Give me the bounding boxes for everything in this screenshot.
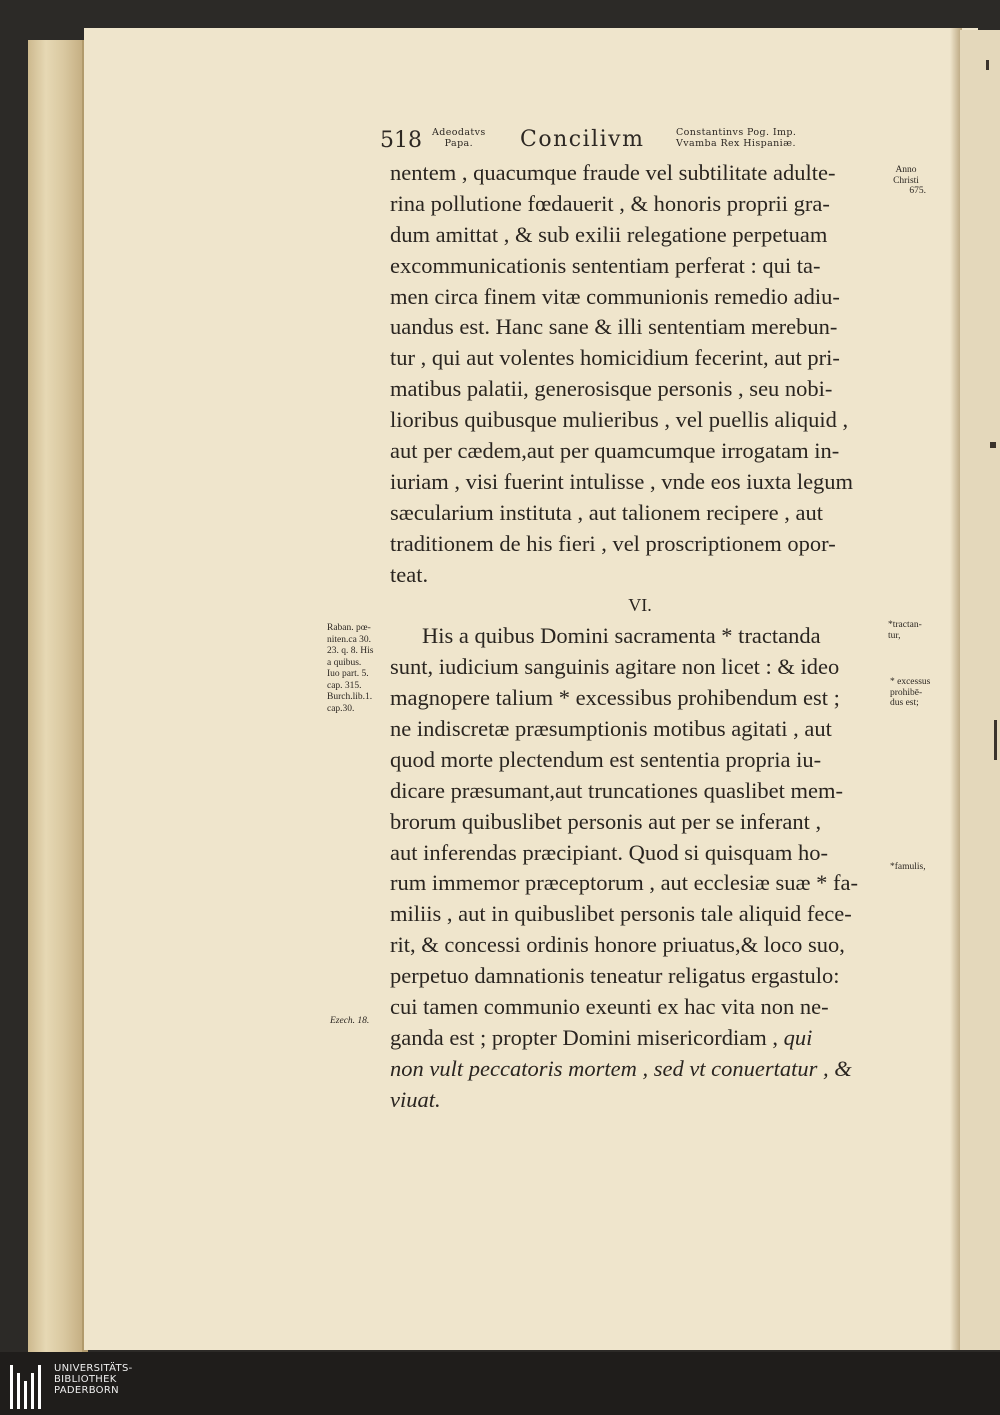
margin-reference: Raban. pœ- niten.ca 30. 23. q. 8. His a quibus. Iuo part. 5. cap. 315. Burch.lib.1. cap.30. [327,623,374,714]
italic-quote: viuat. [390,1086,441,1112]
margin-note: *famulis, [890,862,926,872]
main-text [390,158,890,1116]
text-line: nentem , quacumque fraude vel subtilitate adulte- [390,160,836,185]
text-line: brorum quibuslibet personis aut per se inferant , [390,808,822,834]
text-line: perpetuo damnationis teneatur religatus ergastulo: [390,963,840,989]
footer-strip [0,1352,1000,1415]
section-number: VI. [628,595,652,616]
text-line: sæcularium instituta , aut talionem recipere , aut [390,499,823,525]
margin-note: *tractan- tur, [888,620,922,641]
library-name: UNIVERSITÄTS- BIBLIOTHEK PADERBORN [54,1363,133,1396]
text-line: cui tamen communio exeunti ex hac vita non ne- [390,994,829,1020]
ink-speck [986,60,989,70]
margin-anno: Anno Christi 675. [893,165,926,196]
facing-page-edge [960,30,1000,1350]
text-line: ganda est ; propter Domini misericordiam , qui [390,1024,813,1050]
text-line: ne indiscretæ præsumptionis motibus agitati , aut [390,716,832,742]
text-line: uandus est. Hanc sane & illi sententiam merebun- [390,314,838,340]
text-line: iuriam , visi fuerint intulisse , vnde eos iuxta legum [390,468,854,494]
header-right: Constantinvs Pog. Imp. Vvamba Rex Hispaniæ. [676,127,797,149]
ink-speck [990,442,996,448]
header-left: Adeodatvs Papa. [432,127,486,149]
text-line: lioribus quibusque mulieribus , vel puellis aliquid , [390,407,849,433]
text-line: dicare præsumant,aut truncationes quaslibet mem- [390,777,843,803]
text-line: sunt, iudicium sanguinis agitare non licet : & ideo [390,654,840,680]
text-line: tur , qui aut volentes homicidium fecerint, aut pri- [390,345,840,371]
text-line: aut per cædem,aut per quamcumque irrogatam in- [390,438,840,464]
italic-quote: non vult peccatoris mortem , sed vt conuertatur , & [390,1055,852,1081]
text-line: traditionem de his fieri , vel proscriptionem opor- [390,530,836,556]
text-line: rum immemor præceptorum , aut ecclesiæ suæ * fa- [390,870,859,896]
library-logo-icon [8,1365,48,1409]
margin-reference: Ezech. 18. [330,1016,370,1026]
text-line: magnopere talium * excessibus prohibendum est ; [390,685,840,711]
text-line: miliis , aut in quibuslibet personis tale aliquid fece- [390,901,852,927]
text-line: quod morte plectendum est sententia propria iu- [390,746,822,772]
text-line: rina pollutione fœdauerit , & honoris proprii gra- [390,190,830,216]
text-line: excommunicationis sententiam perferat : qui ta- [390,252,821,278]
text-line: rit, & concessi ordinis honore priuatus,& loco suo, [390,932,845,958]
text-line: His a quibus Domini sacramenta * tractanda [422,623,821,649]
margin-note: * excessus prohibē- dus est; [890,677,931,708]
text-line: teat. [390,561,429,587]
italic-quote: qui [783,1024,813,1050]
text-line: matibus palatii, generosisque personis , seu nobi- [390,376,833,402]
text-line: men circa finem vitæ communionis remedio adiu- [390,283,840,309]
text-line: dum amittat , & sub exilii relegatione perpetuam [390,221,828,247]
running-header [380,125,900,161]
page-number: 518 [380,128,422,153]
text-line: aut inferendas præcipiant. Quod si quisquam ho- [390,839,829,865]
ink-speck [994,720,997,760]
header-title: Concilivm [520,127,645,152]
book-page-edges [28,40,88,1352]
